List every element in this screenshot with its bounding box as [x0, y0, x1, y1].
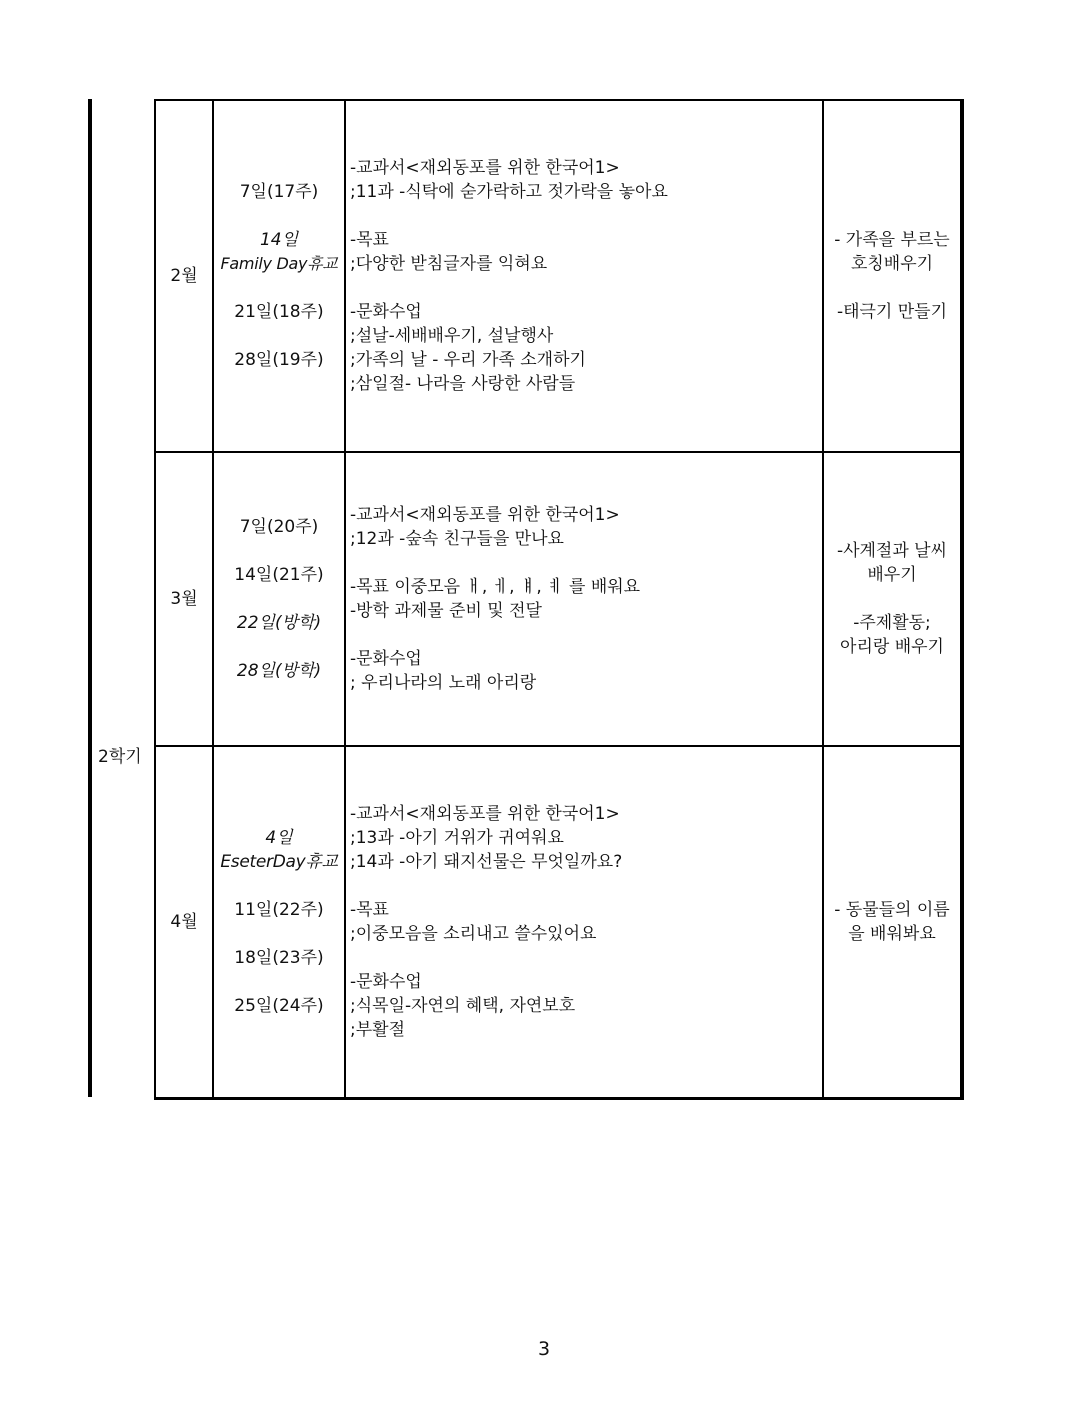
lesson-content-cell — [345, 452, 823, 746]
content-line: -목표 — [350, 899, 389, 920]
date-cell — [213, 452, 345, 746]
activity-line: -태극기 만들기 — [836, 302, 948, 322]
date-item: 28일(19주) — [234, 350, 324, 370]
activity-cell — [823, 746, 962, 1098]
activity-line: -주제활동; — [853, 613, 931, 633]
date-item-vacation: 22일(방학) — [236, 613, 322, 633]
content-line: ;14과 -아기 돼지선물은 무엇일까요? — [350, 851, 623, 872]
date-item: 11일(22주) — [234, 899, 324, 920]
content-line: -교과서<재외동포를 위한 한국어1> — [350, 158, 620, 178]
activity-line: -사계절과 날씨 — [836, 541, 948, 561]
semester-label: 2학기 — [98, 747, 142, 767]
content-line: ;설날-세배배우기, 설날행사 — [350, 326, 554, 346]
content-line — [350, 551, 822, 575]
content-line — [350, 946, 822, 970]
content-line: ;12과 -숲속 친구들을 만나요 — [350, 529, 564, 549]
month-cell — [155, 452, 213, 746]
activity-line: 을 배워봐요 — [848, 923, 936, 944]
content-line: ;식목일-자연의 혜택, 자연보호 — [350, 995, 576, 1016]
content-line: ; 우리나라의 노래 아리랑 — [350, 673, 537, 693]
month-label: 3월 — [170, 589, 198, 609]
content-line — [350, 874, 822, 898]
content-line — [350, 623, 822, 647]
content-line: ;삼일절- 나라을 사랑한 사람들 — [350, 374, 576, 394]
lesson-content-cell — [345, 100, 823, 452]
content-line: -방학 과제물 준비 및 전달 — [350, 601, 542, 621]
month-cell — [155, 100, 213, 452]
activity-line: 배우기 — [867, 565, 917, 585]
holiday-note: Family Day휴교 — [220, 254, 338, 273]
date-item: 7일(17주) — [239, 182, 319, 202]
activity-line — [824, 276, 960, 300]
activity-line: - 가족을 부르는 — [834, 230, 950, 250]
content-line: -문화수업 — [350, 302, 422, 322]
date-item-vacation: 28일(방학) — [236, 661, 322, 681]
curriculum-schedule-table — [154, 99, 964, 1100]
table-row-february — [155, 100, 962, 452]
activity-cell — [823, 452, 962, 746]
date-item: 14일(21주) — [234, 565, 324, 585]
date-item: 7일(20주) — [239, 517, 319, 537]
holiday-note: EseterDay휴교 — [220, 851, 338, 872]
month-cell — [155, 746, 213, 1098]
content-line — [350, 276, 822, 300]
activity-line: 호칭배우기 — [850, 254, 934, 274]
page-number: 3 — [537, 1338, 551, 1360]
date-cell — [213, 746, 345, 1098]
content-line: ;다양한 받침글자를 익혀요 — [350, 254, 548, 274]
date-item: 21일(18주) — [234, 302, 324, 322]
content-line: ;11과 -식탁에 숟가락하고 젓가락을 놓아요 — [350, 182, 668, 202]
content-line: ;이중모음을 소리내고 쓸수있어요 — [350, 923, 597, 944]
content-line: -목표 — [350, 230, 389, 250]
content-line: ;13과 -아기 거위가 귀여워요 — [350, 827, 564, 848]
activity-line: 아리랑 배우기 — [840, 637, 944, 657]
date-item-holiday: 4일 EseterDay휴교 — [220, 827, 338, 872]
content-line: -교과서<재외동포를 위한 한국어1> — [350, 803, 620, 824]
month-label: 4월 — [170, 911, 198, 932]
content-line: ;부활절 — [350, 1019, 405, 1040]
content-line: -목표 이중모음 ㅐ, ㅔ, ㅒ, ㅖ 를 배워요 — [350, 577, 641, 597]
date-cell — [213, 100, 345, 452]
date-item: 25일(24주) — [234, 995, 324, 1016]
date-item: 18일(23주) — [234, 947, 324, 968]
table-row-april — [155, 746, 962, 1098]
activity-line: - 동물들의 이름 — [834, 899, 950, 920]
content-line: ;가족의 날 - 우리 가족 소개하기 — [350, 350, 586, 370]
date-item-holiday: 14일 Family Day휴교 — [220, 230, 338, 273]
content-line: -교과서<재외동포를 위한 한국어1> — [350, 505, 620, 525]
activity-line — [824, 587, 960, 611]
content-line — [350, 204, 822, 228]
month-label: 2월 — [170, 266, 198, 286]
semester-bracket-bar — [88, 99, 92, 1097]
table-row-march — [155, 452, 962, 746]
content-line: -문화수업 — [350, 971, 422, 992]
activity-cell — [823, 100, 962, 452]
content-line: -문화수업 — [350, 649, 422, 669]
lesson-content-cell — [345, 746, 823, 1098]
